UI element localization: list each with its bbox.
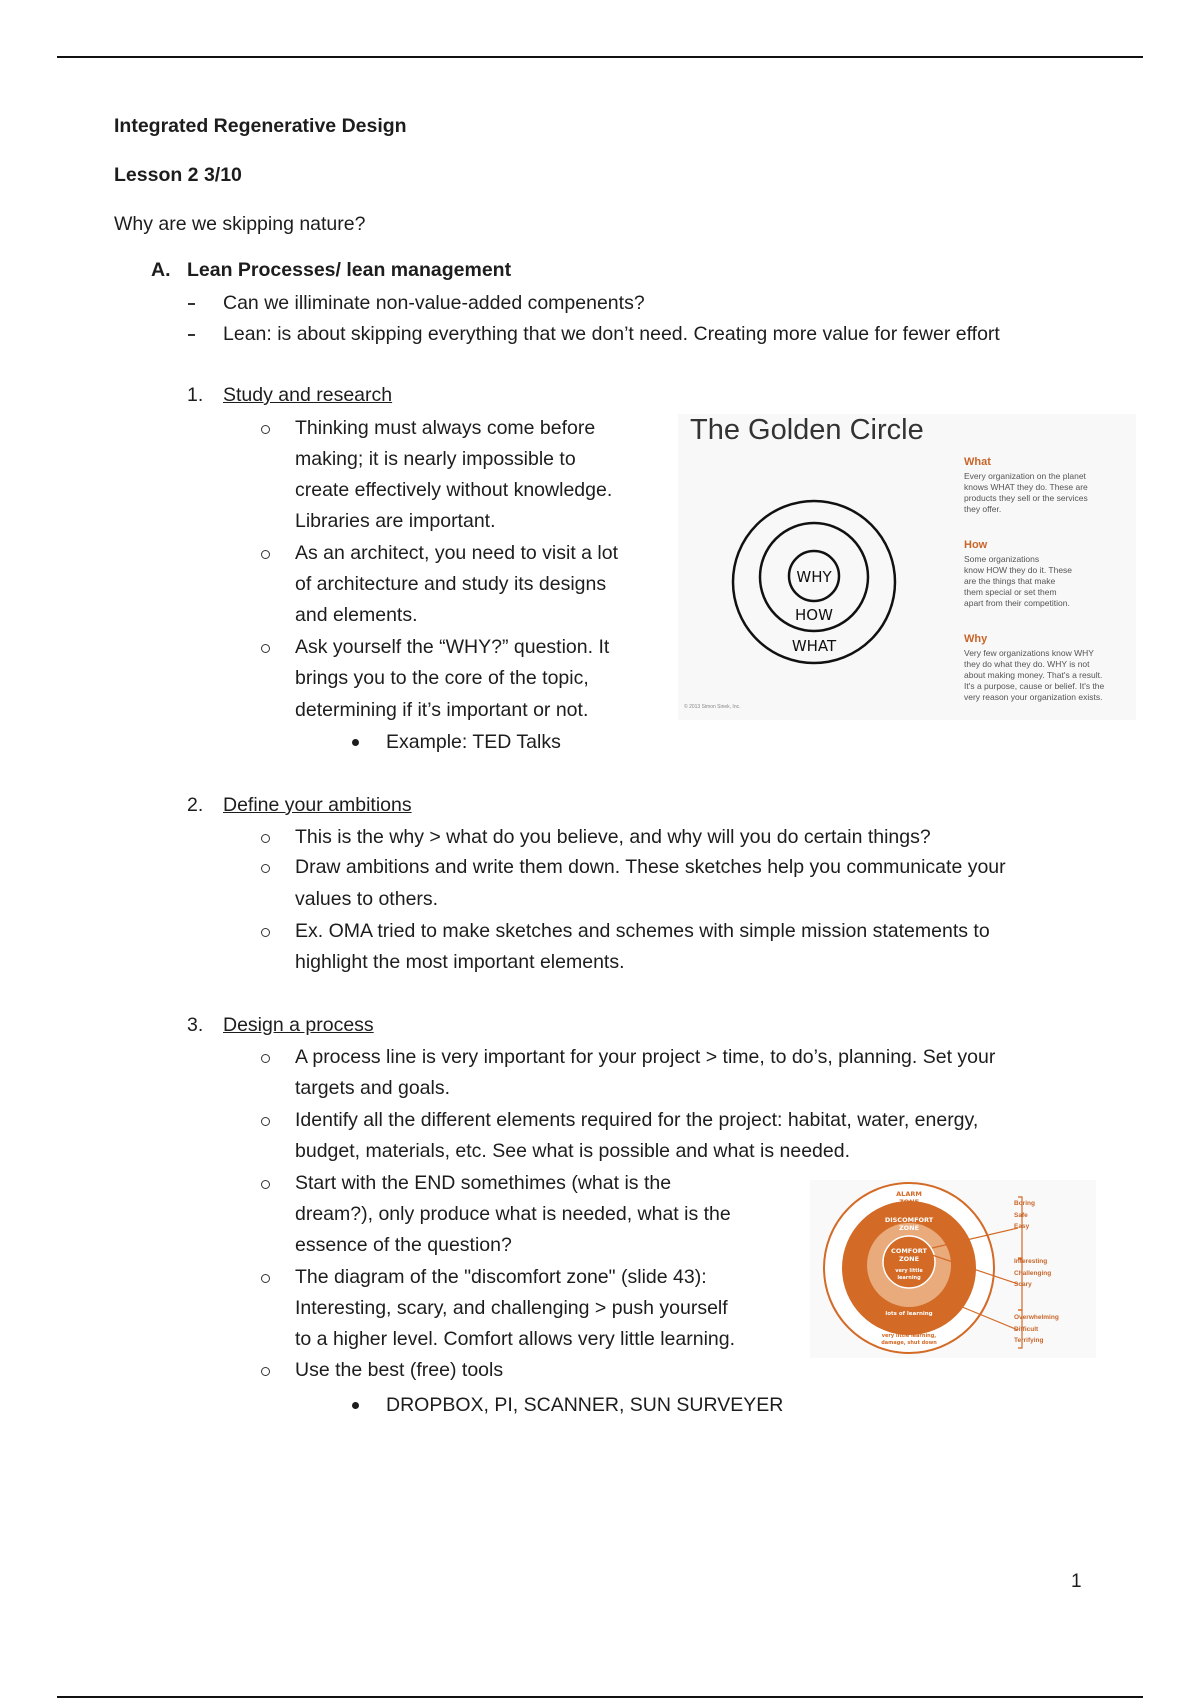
lesson-label: Lesson 2 3/10 <box>114 164 242 186</box>
list-line: Ask yourself the “WHY?” question. It <box>295 636 610 658</box>
list-line: Libraries are important. <box>295 510 496 532</box>
list-line: Ex. OMA tried to make sketches and schemes with simple mission statements to <box>295 920 990 942</box>
comfort-zone-label: ZONE <box>898 1255 920 1263</box>
list-line: values to others. <box>295 888 439 910</box>
golden-circle-figure <box>678 414 1136 720</box>
list-line: and elements. <box>295 604 418 626</box>
discomfort-feelings: Interesting Challenging Scary <box>1014 1258 1052 1288</box>
circle-bullet <box>261 864 270 873</box>
list-line: create effectively without knowledge. <box>295 479 613 501</box>
circle-bullet <box>261 928 270 937</box>
section-2-heading: Define your ambitions <box>223 794 412 816</box>
comfort-zone-note: very little <box>895 1268 923 1274</box>
discomfort-zone-label: ZONE <box>898 1224 920 1232</box>
ring-label-how: HOW <box>795 606 833 624</box>
overwhelm-feelings: Overwhelming Difficult Terrifying <box>1014 1314 1059 1344</box>
sub-bullet-text: Example: TED Talks <box>386 731 561 753</box>
list-line: brings you to the core of the topic, <box>295 667 589 689</box>
top-rule <box>57 56 1143 58</box>
section-3-number: 3. <box>187 1014 204 1036</box>
list-line: Draw ambitions and write them down. These sketches help you communicate your <box>295 856 1006 878</box>
copyright-note: © 2013 Simon Sinek, Inc. <box>684 704 741 710</box>
alarm-zone-note: damage, shut down <box>881 1340 937 1346</box>
list-line: Identify all the different elements required for the project: habitat, water, energy, <box>295 1109 979 1131</box>
circle-bullet <box>261 644 270 653</box>
list-line: of architecture and study its designs <box>295 573 607 595</box>
list-line: Interesting, scary, and challenging > push yourself <box>295 1297 728 1319</box>
section-a-letter: A. <box>151 259 171 281</box>
list-line: The diagram of the "discomfort zone" (slide 43): <box>295 1266 707 1288</box>
comfort-zone-label: COMFORT <box>891 1247 927 1255</box>
list-line: to a higher level. Comfort allows very little learning. <box>295 1328 736 1350</box>
circle-bullet <box>261 834 270 843</box>
ring-label-why: WHY <box>796 568 832 586</box>
circle-bullet <box>261 1274 270 1283</box>
comfort-zone-note: learning <box>897 1275 921 1281</box>
document-title: Integrated Regenerative Design <box>114 115 407 137</box>
list-line: targets and goals. <box>295 1077 451 1099</box>
list-line: Thinking must always come before <box>295 417 596 439</box>
list-line: highlight the most important elements. <box>295 951 625 973</box>
how-heading: How <box>964 539 988 551</box>
alarm-zone-note: very little learning, <box>881 1333 937 1339</box>
alarm-zone-label: ZONE <box>898 1198 920 1206</box>
list-line: Use the best (free) tools <box>295 1359 504 1381</box>
why-description: Very few organizations know WHY they do what they do. WHY is not about making money. That's a result. It's a purpose, cause or belief. It's the very reason your organization exists. <box>964 648 1105 702</box>
circle-bullet <box>261 1054 270 1063</box>
list-line: A process line is very important for your project > time, to do’s, planning. Set your <box>295 1046 996 1068</box>
circle-bullet <box>261 1117 270 1126</box>
filled-bullet <box>352 739 359 746</box>
section-1-number: 1. <box>187 384 204 406</box>
comfort-zone-diagram <box>810 1180 1096 1358</box>
list-line: budget, materials, etc. See what is possible and what is needed. <box>295 1140 850 1162</box>
what-description: Every organization on the planet knows WHAT they do. These are products they sell or the services they offer. <box>964 471 1088 514</box>
list-line: This is the why > what do you believe, and why will you do certain things? <box>295 826 931 848</box>
golden-circle-title: The Golden Circle <box>690 414 924 446</box>
circle-bullet <box>261 425 270 434</box>
section-1-heading: Study and research <box>223 384 393 406</box>
discomfort-zone-label: DISCOMFORT <box>884 1216 934 1224</box>
what-heading: What <box>964 456 991 468</box>
page-number: 1 <box>1071 1571 1082 1592</box>
alarm-feelings: Boring Safe Easy <box>1014 1200 1035 1230</box>
section-a-heading: Lean Processes/ lean management <box>187 259 512 281</box>
intro-question: Why are we skipping nature? <box>114 213 366 235</box>
dash-bullet <box>188 303 195 305</box>
section-a-point: Can we illiminate non-value-added compenents? <box>223 292 645 314</box>
circle-bullet <box>261 1180 270 1189</box>
section-3-heading: Design a process <box>223 1014 374 1036</box>
list-line: Start with the END somethimes (what is the <box>295 1172 672 1194</box>
ring-label-what: WHAT <box>791 637 837 655</box>
filled-bullet <box>352 1402 359 1409</box>
list-line: essence of the question? <box>295 1234 512 1256</box>
circle-bullet <box>261 1367 270 1376</box>
alarm-zone-label: ALARM <box>896 1190 922 1198</box>
learning-label: lots of learning <box>885 1311 933 1317</box>
how-description: Some organizations know HOW they do it. These are the things that make them special or set them apart from their competition. <box>964 554 1073 608</box>
section-a-point: Lean: is about skipping everything that we don’t need. Creating more value for fewer effort <box>223 323 1000 345</box>
circle-bullet <box>261 550 270 559</box>
bottom-rule <box>57 1696 1143 1698</box>
list-line: As an architect, you need to visit a lot <box>295 542 619 564</box>
dash-bullet <box>188 334 195 336</box>
list-line: dream?), only produce what is needed, what is the <box>295 1203 731 1225</box>
list-line: making; it is nearly impossible to <box>295 448 576 470</box>
list-line: determining if it’s important or not. <box>295 699 589 721</box>
section-2-number: 2. <box>187 794 204 816</box>
why-heading: Why <box>964 633 988 645</box>
sub-bullet-text: DROPBOX, PI, SCANNER, SUN SURVEYER <box>386 1394 784 1416</box>
